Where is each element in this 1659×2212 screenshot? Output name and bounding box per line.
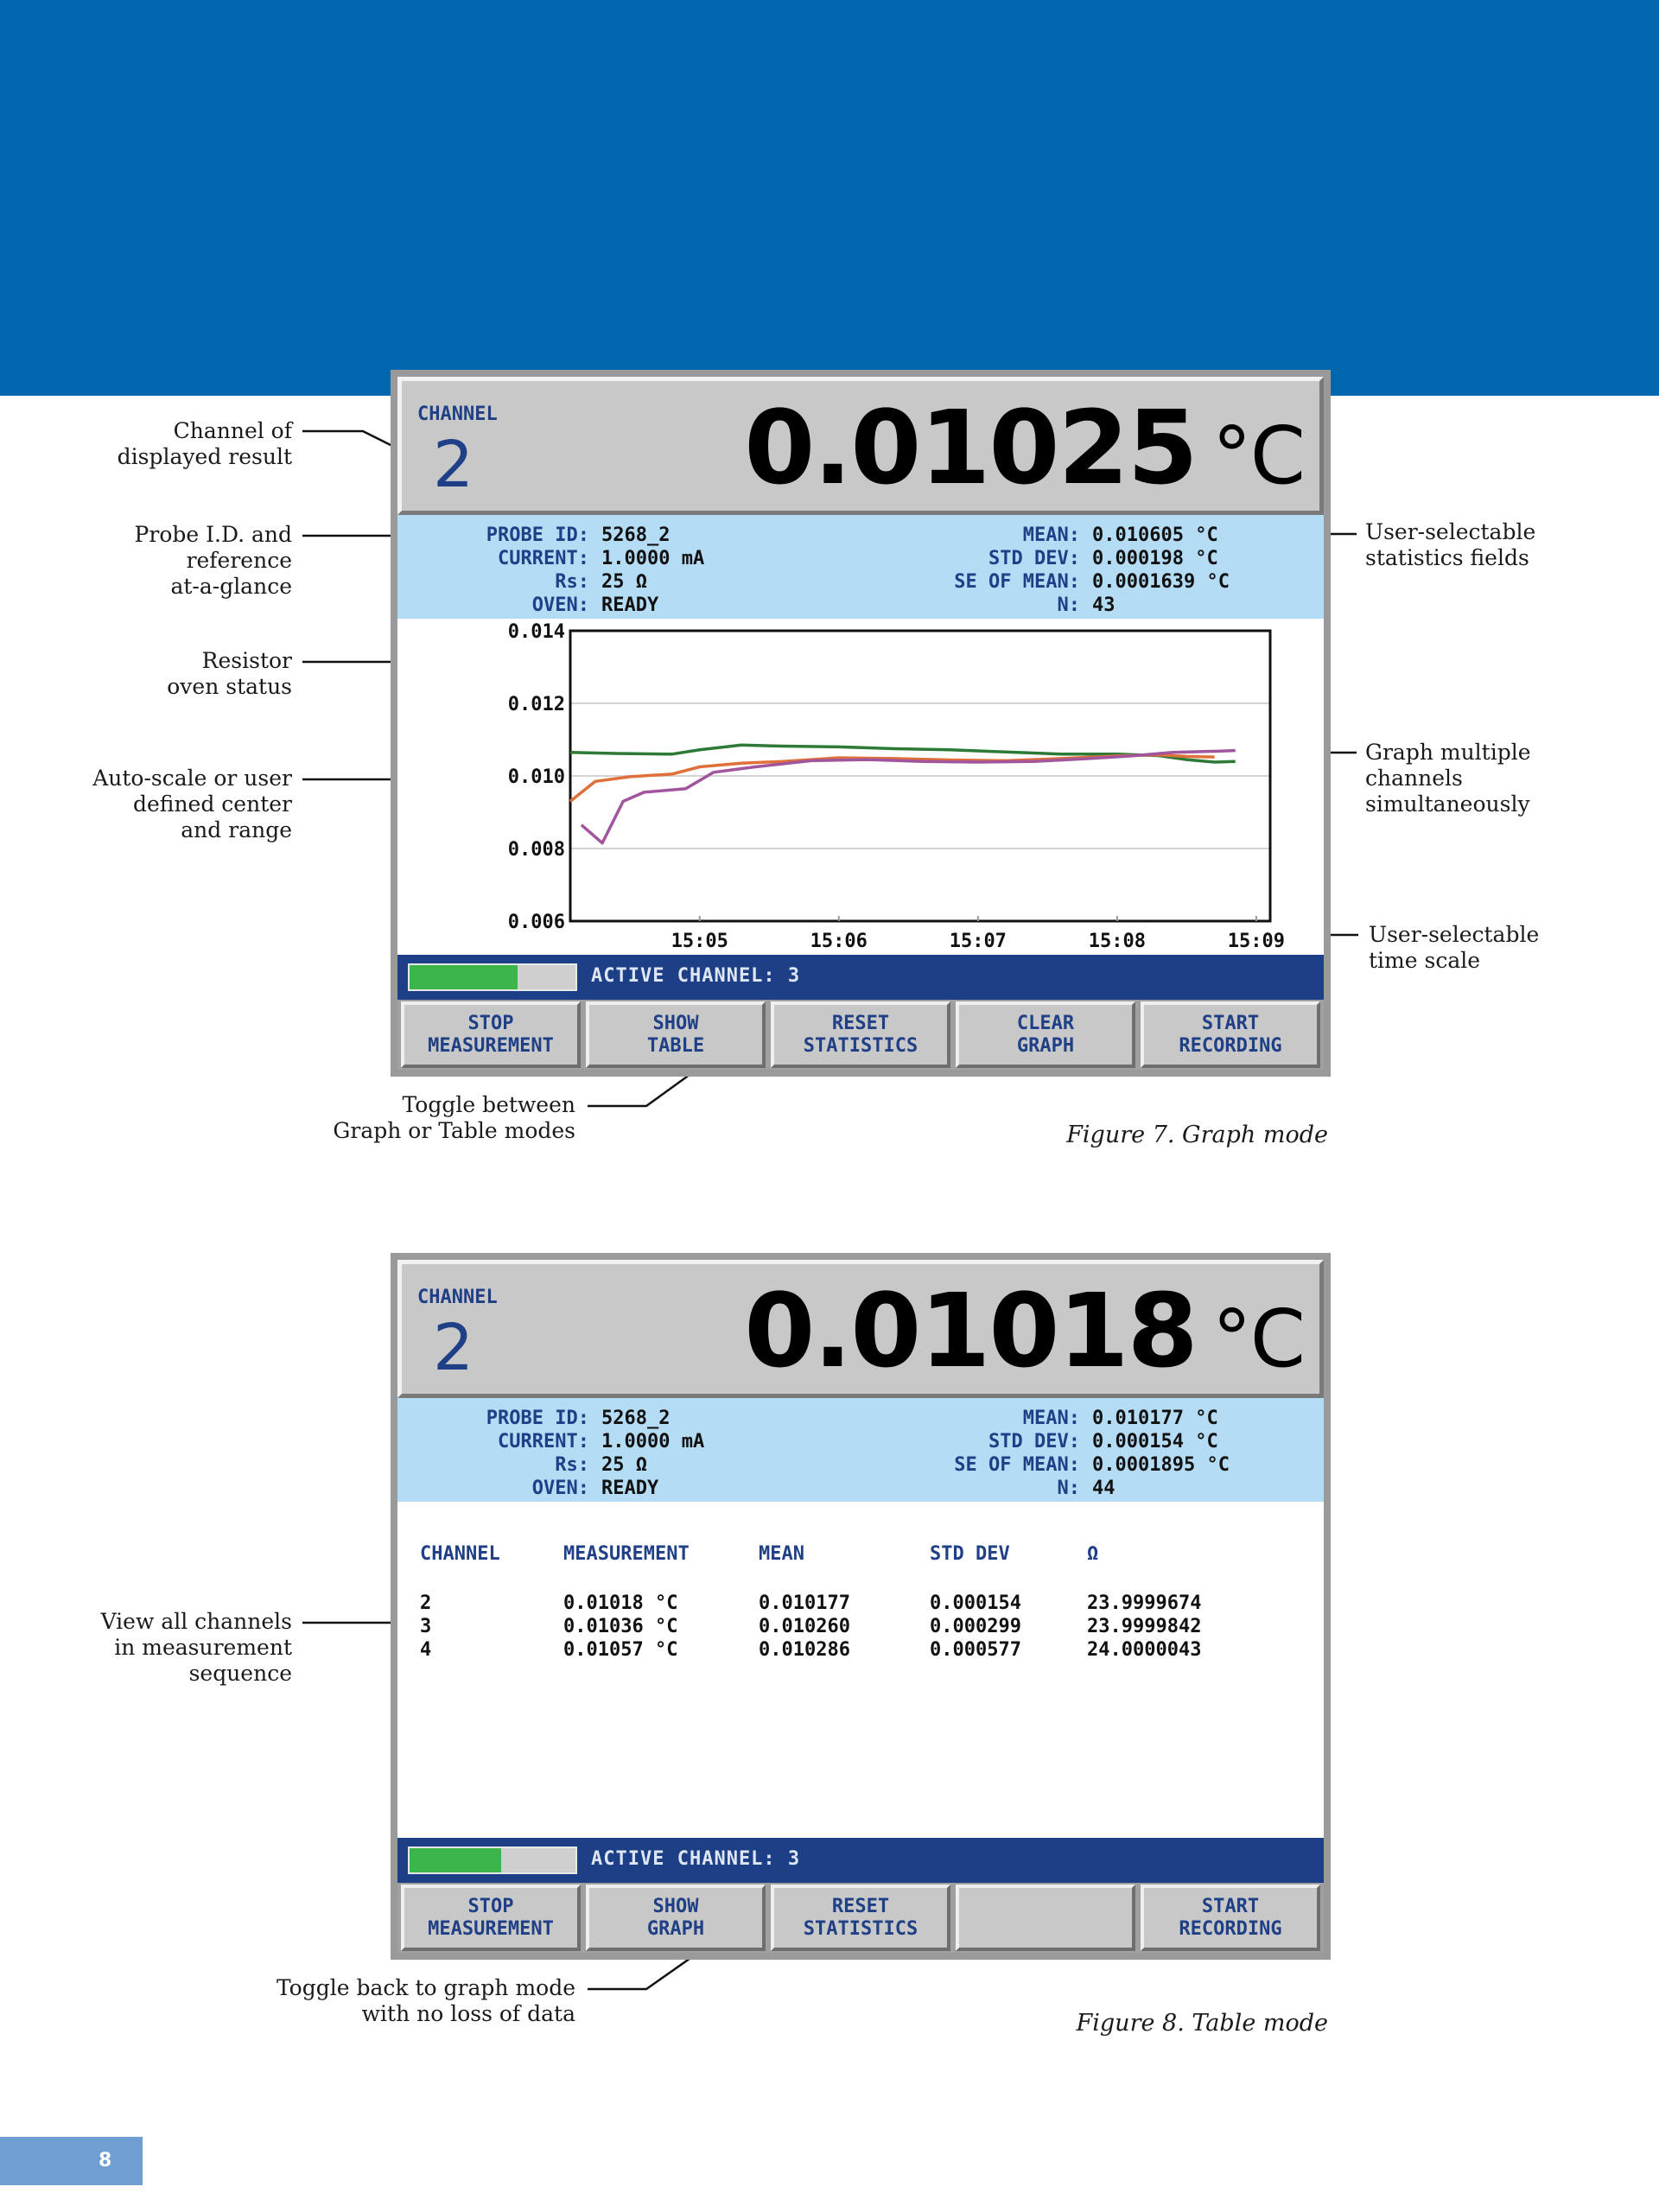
annotation-time-scale: [1369, 922, 1539, 974]
stat-key: SE OF MEAN:: [954, 1454, 1080, 1476]
annotation-line: defined center: [132, 791, 292, 817]
progress-bar: [408, 1847, 577, 1874]
info-value: 1.0000 mA: [601, 548, 705, 569]
annotation-line: with no loss of data: [361, 2001, 575, 2026]
table-row: [420, 1638, 1284, 1662]
reset-statistics-button[interactable]: RESET STATISTICS: [771, 1001, 950, 1068]
top-color-band: [0, 0, 1659, 396]
probe-info-values: [601, 1407, 704, 1500]
info-key: Rs:: [555, 1454, 589, 1476]
stat-value: 0.000198 °C: [1092, 548, 1218, 569]
cell-ohm: 23.9999842: [1087, 1616, 1202, 1637]
graph-area: [397, 619, 1324, 955]
y-tick-label: 0.014: [507, 621, 565, 643]
table-header-channel: CHANNEL: [420, 1543, 500, 1565]
cell-measurement: 0.01018 °C: [563, 1592, 678, 1614]
cell-std-dev: 0.000577: [930, 1639, 1021, 1661]
annotation-line: User-selectable: [1369, 922, 1540, 947]
channel-number: 2: [433, 1311, 474, 1385]
annotation-channel-of-displayed: [118, 418, 292, 470]
stat-key: N:: [1057, 1478, 1080, 1499]
stat-key: STD DEV:: [988, 1431, 1080, 1452]
button-bar: [397, 1883, 1324, 1953]
info-key: PROBE ID:: [486, 1408, 589, 1429]
x-tick-label: 15:09: [1227, 931, 1286, 952]
channel-label: CHANNEL: [417, 404, 498, 425]
stat-value: 0.0001639 °C: [1092, 571, 1230, 593]
annotation-toggle-graph-table: [333, 1092, 575, 1144]
channel-number: 2: [433, 428, 474, 502]
y-tick-label: 0.012: [507, 694, 565, 715]
cell-measurement: 0.01057 °C: [563, 1639, 678, 1661]
cell-channel: 4: [420, 1639, 432, 1661]
annotation-probe-id: [135, 522, 292, 600]
reading-header: [397, 1260, 1324, 1398]
status-bar: [397, 1838, 1324, 1883]
reading-number: 0.01025: [744, 388, 1197, 507]
annotation-line: View all channels: [100, 1609, 292, 1634]
stat-key: MEAN:: [1022, 1408, 1080, 1429]
annotation-line: Auto-scale or user: [92, 766, 292, 791]
info-value: 5268_2: [601, 1408, 671, 1429]
y-tick-label: 0.006: [507, 912, 565, 933]
info-key: OVEN:: [531, 1478, 589, 1499]
annotation-line: Resistor: [201, 648, 292, 673]
annotation-view-all-channels: [101, 1609, 292, 1687]
probe-info-panel: [397, 1398, 1324, 1502]
reading-header: [397, 377, 1324, 515]
stat-value: 44: [1092, 1478, 1116, 1499]
stop-measurement-button[interactable]: STOP MEASUREMENT: [401, 1885, 581, 1951]
stat-key: MEAN:: [1022, 524, 1080, 546]
show-table-button[interactable]: SHOW TABLE: [586, 1001, 766, 1068]
channels-table: [397, 1502, 1324, 1838]
y-tick-label: 0.008: [507, 839, 565, 861]
annotation-user-stats: [1365, 519, 1535, 571]
stats-keys: [907, 1407, 1080, 1500]
cell-mean: 0.010286: [759, 1639, 850, 1661]
probe-info-values: [601, 524, 704, 617]
annotation-line: Graph multiple: [1365, 740, 1531, 765]
stat-value: 43: [1092, 594, 1116, 616]
stat-value: 0.010605 °C: [1092, 524, 1218, 546]
active-channel-text: ACTIVE CHANNEL: 3: [591, 1848, 801, 1870]
figure-8-caption: Figure 8. Table mode: [1076, 2010, 1328, 2037]
reading-value: [744, 388, 1304, 512]
annotation-line: and range: [181, 817, 292, 842]
annotation-resistor-oven: [167, 648, 292, 700]
progress-bar: [408, 963, 577, 991]
graph-mode-panel: [391, 370, 1331, 1077]
reading-number: 0.01018: [744, 1271, 1197, 1390]
annotation-line: time scale: [1369, 948, 1481, 973]
table-header-mean: MEAN: [759, 1543, 804, 1565]
progress-fill: [410, 965, 518, 989]
start-recording-button[interactable]: START RECORDING: [1141, 1001, 1320, 1068]
annotation-auto-scale: [92, 766, 292, 843]
annotation-line: reference: [186, 548, 292, 573]
annotation-line: Graph or Table modes: [333, 1118, 575, 1143]
channel-label: CHANNEL: [417, 1287, 498, 1308]
x-tick-label: 15:05: [671, 931, 728, 952]
stats-values: [1092, 1407, 1230, 1500]
reading-unit: °C: [1211, 1293, 1304, 1385]
info-value: 1.0000 mA: [601, 1431, 705, 1452]
cell-std-dev: 0.000299: [930, 1616, 1021, 1637]
cell-mean: 0.010177: [759, 1592, 850, 1614]
stat-value: 0.0001895 °C: [1092, 1454, 1230, 1476]
annotation-graph-multiple: [1365, 740, 1531, 817]
info-value: READY: [601, 594, 659, 616]
series-line-channel-purple: [582, 751, 1236, 843]
stat-key: N:: [1057, 594, 1080, 616]
table-body: [420, 1592, 1284, 1662]
annotation-line: Toggle back to graph mode: [276, 1975, 575, 2000]
table-header-measurement: MEASUREMENT: [563, 1543, 690, 1565]
progress-fill: [410, 1848, 501, 1872]
stat-key: STD DEV:: [988, 548, 1080, 569]
blank-button[interactable]: [956, 1885, 1135, 1951]
annotation-line: displayed result: [117, 444, 292, 469]
annotation-line: Toggle between: [402, 1092, 575, 1117]
cell-ohm: 24.0000043: [1087, 1639, 1202, 1661]
info-key: CURRENT:: [498, 548, 589, 569]
stat-key: SE OF MEAN:: [954, 571, 1080, 593]
page-number: 8: [0, 2137, 143, 2185]
annotation-line: User-selectable: [1365, 519, 1536, 544]
show-graph-button[interactable]: SHOW GRAPH: [586, 1885, 766, 1951]
cell-channel: 3: [420, 1616, 432, 1637]
clear-graph-button[interactable]: CLEAR GRAPH: [956, 1001, 1135, 1068]
annotation-toggle-back: [276, 1975, 575, 2027]
annotation-line: simultaneously: [1365, 791, 1530, 817]
stats-keys: [907, 524, 1080, 617]
probe-info-keys: [441, 1407, 589, 1500]
table-header-ohm: Ω: [1087, 1543, 1099, 1565]
start-recording-button[interactable]: START RECORDING: [1141, 1885, 1320, 1951]
stat-value: 0.000154 °C: [1092, 1431, 1218, 1452]
annotation-line: oven status: [167, 674, 292, 699]
annotation-line: channels: [1365, 766, 1463, 791]
annotation-line: Channel of: [173, 418, 292, 443]
stop-measurement-button[interactable]: STOP MEASUREMENT: [401, 1001, 581, 1068]
table-mode-panel: [391, 1253, 1331, 1960]
y-tick-label: 0.010: [507, 766, 565, 788]
cell-std-dev: 0.000154: [930, 1592, 1021, 1614]
info-key: PROBE ID:: [486, 524, 589, 546]
annotation-line: in measurement: [114, 1635, 292, 1660]
info-key: CURRENT:: [498, 1431, 589, 1452]
info-value: 25 Ω: [601, 571, 647, 593]
x-tick-label: 15:06: [810, 931, 868, 952]
line-chart: [397, 619, 1324, 955]
stat-value: 0.010177 °C: [1092, 1408, 1218, 1429]
table-header-row: [420, 1543, 1284, 1578]
table-header-std-dev: STD DEV: [930, 1543, 1010, 1565]
annotation-line: Probe I.D. and: [134, 522, 292, 547]
reading-unit: °C: [1211, 410, 1304, 502]
info-value: READY: [601, 1478, 659, 1499]
cell-measurement: 0.01036 °C: [563, 1616, 678, 1637]
probe-info-panel: [397, 515, 1324, 619]
info-value: 25 Ω: [601, 1454, 647, 1476]
x-tick-label: 15:08: [1088, 931, 1146, 952]
active-channel-text: ACTIVE CHANNEL: 3: [591, 965, 801, 987]
table-row: [420, 1615, 1284, 1638]
cell-channel: 2: [420, 1592, 432, 1614]
probe-info-keys: [441, 524, 589, 617]
button-bar: [397, 1000, 1324, 1070]
table-row: [420, 1592, 1284, 1615]
info-key: Rs:: [555, 571, 589, 593]
info-value: 5268_2: [601, 524, 671, 546]
status-bar: [397, 955, 1324, 1000]
annotation-line: sequence: [188, 1661, 292, 1686]
annotation-line: at-a-glance: [170, 574, 292, 599]
figure-7-caption: Figure 7. Graph mode: [1066, 1122, 1328, 1148]
info-key: OVEN:: [531, 594, 589, 616]
x-tick-label: 15:07: [949, 931, 1007, 952]
cell-ohm: 23.9999674: [1087, 1592, 1202, 1614]
reset-statistics-button[interactable]: RESET STATISTICS: [771, 1885, 950, 1951]
reading-value: [744, 1271, 1304, 1395]
cell-mean: 0.010260: [759, 1616, 850, 1637]
annotation-line: statistics fields: [1365, 545, 1529, 570]
stats-values: [1092, 524, 1230, 617]
